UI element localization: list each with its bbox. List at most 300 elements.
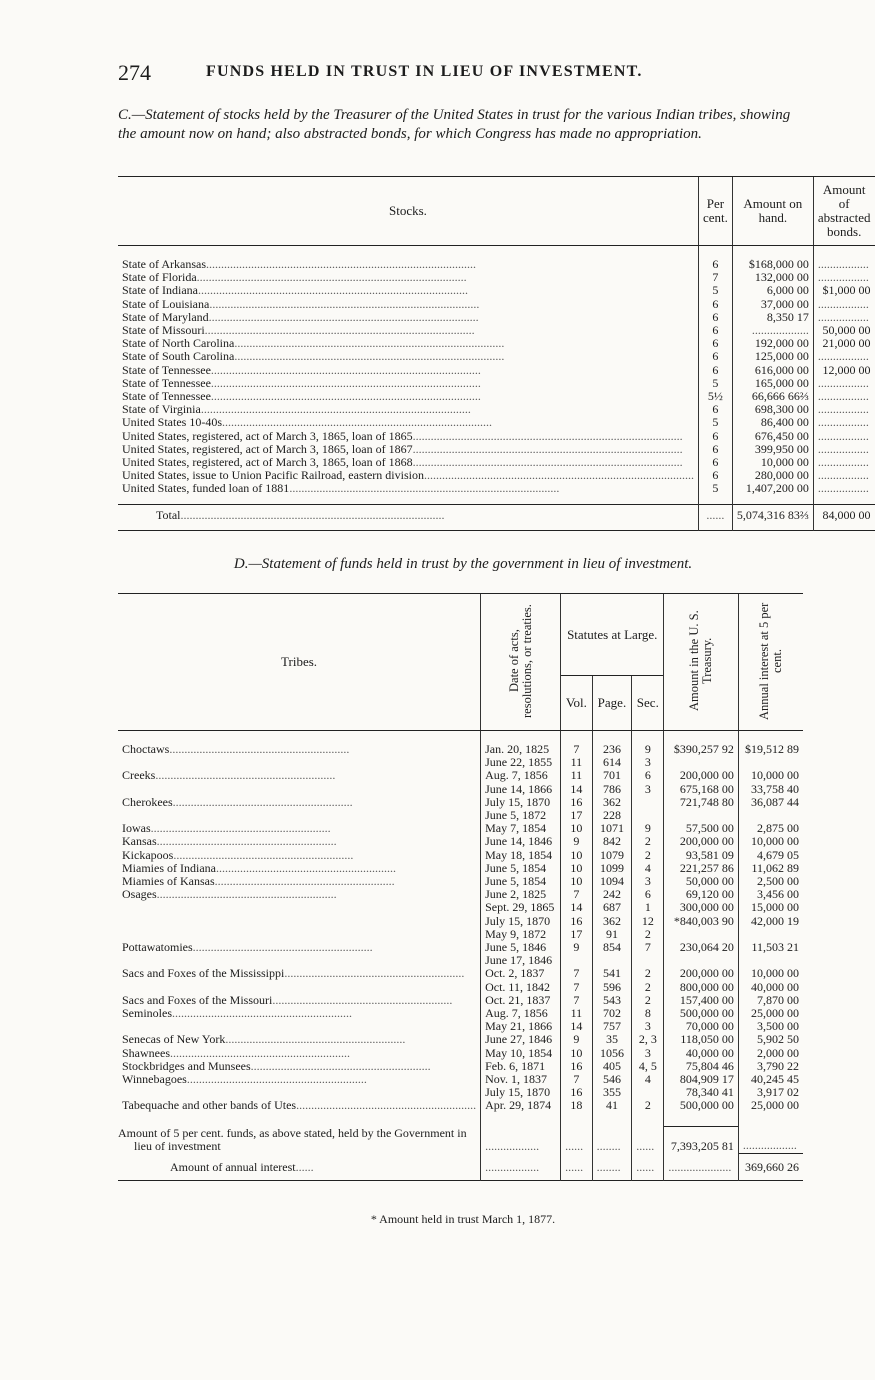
summary-amount: 7,393,205 81 (664, 1127, 738, 1153)
treaty-date: June 5, 1854 (481, 862, 561, 875)
treaty-date: June 5, 1872 (481, 809, 561, 822)
stock-abstracted: ................. (813, 390, 874, 403)
tribe-name: Choctaws (122, 742, 170, 756)
statute-vol: 7 (561, 1073, 593, 1086)
stock-name: State of Missouri (122, 323, 205, 338)
annual-interest: $19,512 89 (738, 743, 803, 756)
treasury-amount: 300,000 00 (664, 901, 738, 914)
stock-row: State of Maryland.......................................................................................... 6 8,350 17 ................. (118, 311, 875, 324)
annual-interest: 10,000 00 (738, 967, 803, 980)
statute-vol: 7 (561, 981, 593, 994)
stock-abstracted: ................. (813, 430, 874, 443)
tribe-name: Sacs and Foxes of the Mississippi (122, 966, 285, 981)
statute-page: 91 (592, 928, 632, 941)
statute-page: 701 (592, 769, 632, 782)
stock-rate: 6 (698, 443, 732, 456)
treasury-amount: 57,500 00 (664, 822, 738, 835)
statute-page: 236 (592, 743, 632, 756)
statute-sec: 3 (632, 875, 664, 888)
stock-abstracted: ................. (813, 271, 874, 284)
tribe-row: Seminoles............................................................ Aug. 7, 1856 11 702 8 500,000 00 25,000 00 (118, 1007, 803, 1020)
statute-page: 1071 (592, 822, 632, 835)
stock-abstracted: 21,000 00 (813, 337, 874, 350)
treaty-date: May 21, 1866 (481, 1020, 561, 1033)
tribe-row: Osages............................................................ June 2, 1825 7 242 6 69,120 00 3,456 00 (118, 888, 803, 901)
statute-page: 1099 (592, 862, 632, 875)
stock-name: State of Arkansas (122, 257, 206, 271)
stock-row: United States, funded loan of 1881.......................................................................................... 5 1,407,200 00 ................. (118, 482, 875, 495)
stock-rate: 5 (698, 377, 732, 390)
treasury-amount: 200,000 00 (664, 769, 738, 782)
tribe-name: Miamies of Indiana (122, 860, 216, 875)
statute-page: 543 (592, 994, 632, 1007)
treasury-amount: 93,581 09 (664, 849, 738, 862)
tribe-name: Iowas (122, 821, 151, 836)
treaty-date: June 2, 1825 (481, 888, 561, 901)
stock-abstracted: ................. (813, 469, 874, 482)
statute-vol: 10 (561, 875, 593, 888)
treasury-amount: 69,120 00 (664, 888, 738, 901)
annual-interest: 3,456 00 (738, 888, 803, 901)
stock-name: State of Maryland (122, 309, 209, 324)
annual-interest: 11,062 89 (738, 862, 803, 875)
stock-rate: 6 (698, 298, 732, 311)
stock-abstracted: ................. (813, 298, 874, 311)
treaty-date: May 9, 1872 (481, 928, 561, 941)
statute-page: 405 (592, 1060, 632, 1073)
stock-name: United States, registered, act of March 3, 1865, loan of 1868 (122, 455, 413, 470)
treaty-date: Jan. 20, 1825 (481, 743, 561, 756)
tribe-row: Iowas............................................................ May 7, 1854 10 1071 9 57,500 00 2,875 00 (118, 822, 803, 835)
annual-interest: 15,000 00 (738, 901, 803, 914)
statute-sec: 2 (632, 967, 664, 980)
statute-sec: 2 (632, 928, 664, 941)
tribe-row: Winnebagoes............................................................ Nov. 1, 1837 7 546 4 804,909 17 40,245 45 (118, 1073, 803, 1086)
treasury-amount: 675,168 00 (664, 783, 738, 796)
annual-interest: 40,245 45 (738, 1073, 803, 1086)
statute-page: 41 (592, 1099, 632, 1112)
annual-interest: 3,500 00 (738, 1020, 803, 1033)
total-amount: 5,074,316 83⅔ (732, 504, 813, 526)
statute-page: 541 (592, 967, 632, 980)
stock-amount: 192,000 00 (732, 337, 813, 350)
statute-page: 228 (592, 809, 632, 822)
stock-amount: 616,000 00 (732, 364, 813, 377)
statute-sec: 4 (632, 1073, 664, 1086)
tribe-name: Cherokees (122, 794, 173, 809)
statute-vol: 10 (561, 822, 593, 835)
stock-rate: 6 (698, 430, 732, 443)
statute-sec: 2 (632, 994, 664, 1007)
stock-name: State of Virginia (122, 402, 201, 417)
treaty-date: Apr. 29, 1874 (481, 1099, 561, 1112)
tribe-row: Cherokees............................................................ July 15, 1870 16 362 721,748 80 36,087 44 (118, 796, 803, 809)
stock-row: United States, registered, act of March 3, 1865, loan of 1865.......................................................................................... 6 676,450 00 ................. (118, 430, 875, 443)
statute-page: 854 (592, 941, 632, 954)
treaty-date: Sept. 29, 1865 (481, 901, 561, 914)
treaty-date: Nov. 1, 1837 (481, 1073, 561, 1086)
statute-vol: 17 (561, 809, 593, 822)
statute-sec (632, 796, 664, 809)
statute-vol: 9 (561, 941, 593, 954)
stock-abstracted: ................. (813, 443, 874, 456)
stock-amount: 132,000 00 (732, 271, 813, 284)
tribe-row: Creeks............................................................ Aug. 7, 1856 11 701 6 200,000 00 10,000 00 (118, 769, 803, 782)
statute-page: 546 (592, 1073, 632, 1086)
stock-abstracted: $1,000 00 (813, 284, 874, 297)
tribe-name: Seminoles (122, 1006, 172, 1021)
annual-interest: 10,000 00 (738, 835, 803, 848)
statute-sec: 3 (632, 783, 664, 796)
statute-page: 362 (592, 915, 632, 928)
statute-vol: 18 (561, 1099, 593, 1112)
annual-interest: 2,000 00 (738, 1047, 803, 1060)
tribe-name: Kickapoos (122, 847, 174, 862)
stock-rate: 6 (698, 364, 732, 377)
col-date: Date of acts, resolutions, or treaties. (506, 603, 534, 718)
statute-page: 355 (592, 1086, 632, 1099)
stock-row: State of Tennessee.......................................................................................... 5½ 66,666 66⅔ ................. (118, 390, 875, 403)
col-abstracted-bonds: Amount of abstracted bonds. (813, 177, 874, 246)
stock-row: United States, issue to Union Pacific Railroad, eastern division.......................................................................................... 6 280,000 00 ................. (118, 469, 875, 482)
statute-sec: 7 (632, 941, 664, 954)
total-abstracted: 84,000 00 (813, 504, 874, 526)
statute-page: 1094 (592, 875, 632, 888)
section-c-title: C.—Statement of stocks held by the Treasurer of the United States in trust for the various Indian tribes, showing the amount now on hand; also abstracted bonds, for which Congress has made no appropriation. (118, 107, 791, 142)
stock-name: State of South Carolina (122, 349, 235, 364)
stock-name: United States 10-40s (122, 415, 222, 430)
stock-row: United States 10-40s.......................................................................................... 5 86,400 00 ................. (118, 416, 875, 429)
tribe-row: Sacs and Foxes of the Mississippi............................................................ Oct. 2, 1837 7 541 2 200,000 00 10,000 00 (118, 967, 803, 980)
statute-page: 757 (592, 1020, 632, 1033)
stock-amount: 399,950 00 (732, 443, 813, 456)
statute-sec: 2 (632, 849, 664, 862)
stock-abstracted: 12,000 00 (813, 364, 874, 377)
stock-amount: 66,666 66⅔ (732, 390, 813, 403)
tribe-name: Osages (122, 887, 157, 902)
stock-row: State of Indiana.......................................................................................... 5 6,000 00 $1,000 00 (118, 284, 875, 297)
statute-sec: 3 (632, 1047, 664, 1060)
stock-row: State of Tennessee.......................................................................................... 5 165,000 00 ................. (118, 377, 875, 390)
statute-vol: 7 (561, 994, 593, 1007)
treaty-date: Oct. 21, 1837 (481, 994, 561, 1007)
annual-interest: 3,917 02 (738, 1086, 803, 1099)
statute-page: 596 (592, 981, 632, 994)
tribe-name: Senecas of New York (122, 1032, 226, 1047)
statute-sec: 2 (632, 1099, 664, 1112)
statute-sec: 4, 5 (632, 1060, 664, 1073)
statute-sec: 2 (632, 835, 664, 848)
treaty-date: Aug. 7, 1856 (481, 769, 561, 782)
treasury-amount: 118,050 00 (664, 1033, 738, 1046)
stock-row: State of Arkansas.......................................................................................... 6 $168,000 00 ................. (118, 258, 875, 271)
stock-name: State of Florida (122, 270, 197, 285)
tribe-row (118, 915, 803, 928)
stock-row: State of Virginia.......................................................................................... 6 698,300 00 ................. (118, 403, 875, 416)
stocks-table: Stocks. Per cent. Amount on hand. Amount of abstracted bonds. State of Arkansas.......................................................................................... 6 $168,000 00 ................. State of Florida.......................................................................................... 7 132,000 00 ................. State of Indiana.......................................................................................... 5 6,000 00 $1,000 00 State of Louisiana.......................................................................................... 6 37,000 00 ................. State of Maryland.......................................................................................... 6 8,350 17 ................. State of Missouri.......................................................................................... 6 ................... 50,000 00 State of North Carolina.......................................................................................... 6 192,000 00 21,000 00 State of South Carolina.......................................................................................... 6 125,000 00 ................. State of Tennessee.......................................................................................... 6 616,000 00 12,000 00 State of Tennessee.......................................................................................... 5 165,000 00 ................. State of Tennessee.......................................................................................... 5½ 66,666 66⅔ ................. State of Virginia.......................................................................................... 6 698,300 00 ................. United States 10-40s.......................................................................................... 5 86,400 00 ................. United States, registered, act of March 3, 1865, loan of 1865.......................................................................................... 6 676,450 00 ................. United States, registered, act of March 3, 1865, loan of 1867.......................................................................................... 6 399,950 00 ................. United States, registered, act of March 3, 1865, loan of 1868.......................................................................................... 6 10,000 00 ................. United States, issue to Union Pacific Railroad, eastern division.......................................................................................... 6 280,000 00 ................. United States, funded loan of 1881.......................................................................................... 5 1,407,200 00 ................. Total........................................................................................ ...... 5,074,316 83⅔ 84,000 00 (118, 176, 875, 531)
annual-interest: 7,870 00 (738, 994, 803, 1007)
statute-vol: 9 (561, 835, 593, 848)
stock-rate: 6 (698, 350, 732, 363)
tribe-name: Stockbridges and Munsees (122, 1058, 251, 1073)
interest-total: 369,660 26 (738, 1161, 803, 1174)
stock-row: State of Florida.......................................................................................... 7 132,000 00 ................. (118, 271, 875, 284)
statute-vol: 16 (561, 1060, 593, 1073)
tribe-row (118, 901, 803, 914)
tribe-row: Choctaws............................................................ Jan. 20, 1825 7 236 9 $390,257 92 $19,512 89 (118, 743, 803, 756)
treasury-amount: 200,000 00 (664, 967, 738, 980)
stock-rate: 7 (698, 271, 732, 284)
treaty-date: July 15, 1870 (481, 1086, 561, 1099)
tribe-row: Miamies of Indiana............................................................ June 5, 1854 10 1099 4 221,257 86 11,062 89 (118, 862, 803, 875)
stock-row: State of Tennessee.......................................................................................... 6 616,000 00 12,000 00 (118, 364, 875, 377)
stock-row: State of Missouri.......................................................................................... 6 ................... 50,000 00 (118, 324, 875, 337)
statute-vol: 10 (561, 862, 593, 875)
annual-interest: 25,000 00 (738, 1007, 803, 1020)
summary-label: Amount of 5 per cent. funds, as above stated, held by the Government in lieu of investment (118, 1125, 467, 1153)
stock-row: United States, registered, act of March 3, 1865, loan of 1868.......................................................................................... 6 10,000 00 ................. (118, 456, 875, 469)
stock-rate: 5 (698, 284, 732, 297)
tribe-name: Creeks (122, 768, 156, 783)
stock-row: United States, registered, act of March 3, 1865, loan of 1867.......................................................................................... 6 399,950 00 ................. (118, 443, 875, 456)
annual-interest: 25,000 00 (738, 1099, 803, 1112)
statute-vol: 7 (561, 888, 593, 901)
stock-amount: 698,300 00 (732, 403, 813, 416)
treaty-date: June 5, 1846 (481, 941, 561, 954)
stock-rate: 5 (698, 482, 732, 495)
statute-vol: 11 (561, 769, 593, 782)
stock-amount: 86,400 00 (732, 416, 813, 429)
treasury-amount: 800,000 00 (664, 981, 738, 994)
col-statutes: Statutes at Large. (561, 594, 664, 676)
stock-rate: 6 (698, 403, 732, 416)
treaty-date: June 14, 1846 (481, 835, 561, 848)
tribes-table-body (118, 731, 803, 1113)
col-vol: Vol. (561, 675, 593, 730)
treaty-date: June 14, 1866 (481, 783, 561, 796)
treasury-amount: 40,000 00 (664, 1047, 738, 1060)
stock-rate: 6 (698, 258, 732, 271)
statute-page: 362 (592, 796, 632, 809)
statute-page: 242 (592, 888, 632, 901)
statute-sec: 2, 3 (632, 1033, 664, 1046)
stock-name: State of Tennessee (122, 362, 211, 377)
statute-sec: 4 (632, 862, 664, 875)
tribe-name: Sacs and Foxes of the Missouri (122, 992, 273, 1007)
tribe-row: Senecas of New York............................................................ June 27, 1846 9 35 2, 3 118,050 00 5,902 50 (118, 1033, 803, 1046)
stock-name: United States, funded loan of 1881 (122, 481, 290, 496)
statute-page: 1079 (592, 849, 632, 862)
tribe-row: Stockbridges and Munsees............................................................ Feb. 6, 1871 16 405 4, 5 75,804 46 3,790 22 (118, 1060, 803, 1073)
col-stocks: Stocks. (118, 177, 698, 246)
stock-name: United States, issue to Union Pacific Railroad, eastern division (122, 468, 424, 483)
treaty-date: May 7, 1854 (481, 822, 561, 835)
statute-sec: 2 (632, 981, 664, 994)
statute-sec: 9 (632, 822, 664, 835)
statute-vol: 16 (561, 1086, 593, 1099)
stocks-table-body (118, 246, 875, 496)
statute-vol: 11 (561, 1007, 593, 1020)
stock-name: State of Indiana (122, 283, 198, 298)
statute-vol: 11 (561, 756, 593, 769)
stock-abstracted: ................. (813, 403, 874, 416)
treaty-date: June 17, 1846 (481, 954, 561, 967)
page-number: 274 (118, 60, 151, 85)
stock-rate: 6 (698, 469, 732, 482)
stock-rate: 5½ (698, 390, 732, 403)
stock-amount: 1,407,200 00 (732, 482, 813, 495)
treasury-amount: 500,000 00 (664, 1007, 738, 1020)
treasury-amount: 157,400 00 (664, 994, 738, 1007)
annual-interest: 11,503 21 (738, 941, 803, 954)
treasury-amount: 50,000 00 (664, 875, 738, 888)
tribe-row: Tabequache and other bands of Utes............................................................ Apr. 29, 1874 18 41 2 500,000 00 25,000 00 (118, 1099, 803, 1112)
statute-vol: 7 (561, 743, 593, 756)
col-amount-on-hand: Amount on hand. (732, 177, 813, 246)
tribe-row: Pottawatomies............................................................ June 5, 1846 9 854 7 230,064 20 11,503 21 (118, 941, 803, 954)
annual-interest: 10,000 00 (738, 769, 803, 782)
stock-name: United States, registered, act of March 3, 1865, loan of 1865 (122, 428, 413, 443)
stock-rate: 5 (698, 416, 732, 429)
col-sec: Sec. (632, 675, 664, 730)
stock-name: State of Tennessee (122, 389, 211, 404)
stock-abstracted: ................. (813, 377, 874, 390)
treasury-amount: 221,257 86 (664, 862, 738, 875)
stock-abstracted: ................. (813, 311, 874, 324)
tribe-row: Kickapoos............................................................ May 18, 1854 10 1079 2 93,581 09 4,679 05 (118, 849, 803, 862)
statute-vol: 16 (561, 796, 593, 809)
statute-page: 786 (592, 783, 632, 796)
tribe-row: Kansas............................................................ June 14, 1846 9 842 2 200,000 00 10,000 00 (118, 835, 803, 848)
stock-amount: 280,000 00 (732, 469, 813, 482)
stock-name: State of Louisiana (122, 296, 210, 311)
statute-vol: 10 (561, 849, 593, 862)
stock-abstracted: ................. (813, 482, 874, 495)
tribe-name: Miamies of Kansas (122, 874, 215, 889)
statute-page: 702 (592, 1007, 632, 1020)
statute-vol: 14 (561, 901, 593, 914)
stock-amount: 37,000 00 (732, 298, 813, 311)
running-title: FUNDS HELD IN TRUST IN LIEU OF INVESTMENT. (206, 63, 643, 80)
stock-abstracted: ................. (813, 258, 874, 271)
statute-sec: 3 (632, 756, 664, 769)
statute-sec: 6 (632, 888, 664, 901)
stock-rate: 6 (698, 311, 732, 324)
total-row: Total........................................................................................ (156, 507, 445, 522)
stock-amount: 8,350 17 (732, 311, 813, 324)
section-d-title: D.—Statement of funds held in trust by the government in lieu of investment. (233, 556, 693, 572)
statute-sec: 3 (632, 1020, 664, 1033)
statute-page: 687 (592, 901, 632, 914)
stock-rate: 6 (698, 456, 732, 469)
stock-amount: 165,000 00 (732, 377, 813, 390)
annual-interest: 42,000 19 (738, 915, 803, 928)
statute-sec: 8 (632, 1007, 664, 1020)
treaty-date: June 27, 1846 (481, 1033, 561, 1046)
col-annual-interest: Annual interest at 5 per cent. (756, 602, 784, 720)
footnote: * Amount held in trust March 1, 1877. (370, 1212, 556, 1226)
statute-page: 1056 (592, 1047, 632, 1060)
statute-vol: 7 (561, 967, 593, 980)
annual-interest: 40,000 00 (738, 981, 803, 994)
treaty-date: May 18, 1854 (481, 849, 561, 862)
annual-interest: 5,902 50 (738, 1033, 803, 1046)
tribe-name: Winnebagoes (122, 1072, 187, 1087)
stock-amount: 125,000 00 (732, 350, 813, 363)
stock-amount: 10,000 00 (732, 456, 813, 469)
statute-sec: 12 (632, 915, 664, 928)
treasury-amount: 804,909 17 (664, 1073, 738, 1086)
treasury-amount: 200,000 00 (664, 835, 738, 848)
col-tribes: Tribes. (118, 594, 481, 731)
statute-page: 842 (592, 835, 632, 848)
annual-interest: 33,758 40 (738, 783, 803, 796)
stock-row: State of Louisiana.......................................................................................... 6 37,000 00 ................. (118, 298, 875, 311)
tribe-row: Miamies of Kansas............................................................ June 5, 1854 10 1094 3 50,000 00 2,500 00 (118, 875, 803, 888)
treasury-amount: 230,064 20 (664, 941, 738, 954)
treasury-amount: *840,003 90 (664, 915, 738, 928)
statute-page: 614 (592, 756, 632, 769)
annual-interest: 3,790 22 (738, 1060, 803, 1073)
treasury-amount: $390,257 92 (664, 743, 738, 756)
tribe-row: Shawnees............................................................ May 10, 1854 10 1056 3 40,000 00 2,000 00 (118, 1047, 803, 1060)
statute-page: 35 (592, 1033, 632, 1046)
treaty-date: June 22, 1855 (481, 756, 561, 769)
stock-abstracted: ................. (813, 350, 874, 363)
tribes-funds-table: Tribes. Date of acts, resolutions, or treaties. Statutes at Large. Amount in the U. S. Treasury. Annual interest at 5 per cent. Vol. Page. Sec. Choctaws............................................................ Jan. 20, 1825 7 236 9 $390,257 92 $19,512 89 June 22, 1855 11 614 3 Creeks............................................................ Aug. 7, 1856 11 701 6 200,000 00 10,000 00 June 14, 1866 14 786 3 675,168 00 33,758 40 Cherokees............................................................ July 15, 1870 16 362 721,748 80 36,087 44 June 5, 1872 17 228 Iowas............................................................ May 7, 1854 10 1071 9 57,500 00 2,875 00 Kansas............................................................ June 14, 1846 9 842 2 200,000 00 10,000 00 Kickapoos............................................................ May 18, 1854 10 1079 2 93,581 09 4,679 05 Miamies of Indiana............................................................ June 5, 1854 10 1099 4 221,257 86 11,062 89 Miamies of Kansas............................................................ June 5, 1854 10 1094 3 50,000 00 2,500 00 Osages............................................................ June 2, 1825 7 242 6 69,120 00 3,456 00 Sept. 29, 1865 14 687 1 300,000 00 15,000 00 July 15, 1870 16 362 12 *840,003 90 42,000 19 May 9, 1872 17 91 2 Pottawatomies............................................................ June 5, 1846 9 854 7 230,064 20 11,503 21 June 17, 1846 Sacs and Foxes of the Mississippi............................................................ Oct. 2, 1837 7 541 2 200,000 00 10,000 00 Oct. 11, 1842 7 596 2 800,000 00 40,000 00 Sacs and Foxes of the Missouri............................................................ Oct. 21, 1837 7 543 2 157,400 00 7,870 00 Seminoles............................................................ Aug. 7, 1856 11 702 8 500,000 00 25,000 00 May 21, 1866 14 757 3 70,000 00 3,500 00 Senecas of New York............................................................ June 27, 1846 9 35 2, 3 118,050 00 5,902 50 Shawnees............................................................ May 10, 1854 10 1056 3 40,000 00 2,000 00 Stockbridges and Munsees............................................................ Feb. 6, 1871 16 405 4, 5 75,804 46 3,790 22 Winnebagoes............................................................ Nov. 1, 1837 7 546 4 804,909 17 40,245 45 July 15, 1870 16 355 78,340 41 3,917 02 Tabequache and other bands of Utes............................................................ Apr. 29, 1874 18 41 2 500,000 00 25,000 00 Amount of 5 per cent. funds, as above stated, held by the Government in lieu of investment .................. ...... ........ ...... 7,393,205 81 .................. Amount of annual interest...... .................. ...... ........ ...... ..................... 369,660 26 (118, 593, 803, 1181)
treaty-date: July 15, 1870 (481, 915, 561, 928)
stock-amount: 6,000 00 (732, 284, 813, 297)
stock-name: United States, registered, act of March 3, 1865, loan of 1867 (122, 441, 413, 456)
col-page: Page. (592, 675, 632, 730)
treaty-date: Oct. 11, 1842 (481, 981, 561, 994)
stock-row: State of South Carolina.......................................................................................... 6 125,000 00 ................. (118, 350, 875, 363)
col-percent: Per cent. (698, 177, 732, 246)
stock-abstracted: 50,000 00 (813, 324, 874, 337)
stock-amount: $168,000 00 (732, 258, 813, 271)
treaty-date: Feb. 6, 1871 (481, 1060, 561, 1073)
stock-amount: ................... (732, 324, 813, 337)
statute-sec: 6 (632, 769, 664, 782)
statute-sec: 1 (632, 901, 664, 914)
annual-interest: 36,087 44 (738, 796, 803, 809)
treasury-amount: 500,000 00 (664, 1099, 738, 1112)
tribe-name: Pottawatomies (122, 940, 193, 955)
tribe-name: Shawnees (122, 1045, 170, 1060)
tribe-row: Sacs and Foxes of the Missouri............................................................ Oct. 21, 1837 7 543 2 157,400 00 7,870 00 (118, 994, 803, 1007)
stock-rate: 6 (698, 324, 732, 337)
statute-vol: 14 (561, 783, 593, 796)
tribe-name: Kansas (122, 834, 157, 849)
treasury-amount: 78,340 41 (664, 1086, 738, 1099)
tribe-name: Tabequache and other bands of Utes (122, 1098, 297, 1113)
stock-row: State of North Carolina.......................................................................................... 6 192,000 00 21,000 00 (118, 337, 875, 350)
treaty-date: July 15, 1870 (481, 796, 561, 809)
treasury-amount: 75,804 46 (664, 1060, 738, 1073)
col-amount-treasury: Amount in the U. S. Treasury. (687, 610, 715, 712)
stock-amount: 676,450 00 (732, 430, 813, 443)
statute-sec: 9 (632, 743, 664, 756)
treasury-amount: 721,748 80 (664, 796, 738, 809)
treasury-amount: 70,000 00 (664, 1020, 738, 1033)
statute-vol: 10 (561, 1047, 593, 1060)
treaty-date: May 10, 1854 (481, 1047, 561, 1060)
total-label: Total (156, 507, 181, 522)
stock-abstracted: ................. (813, 416, 874, 429)
stock-rate: 6 (698, 337, 732, 350)
statute-vol: 9 (561, 1033, 593, 1046)
treaty-date: Aug. 7, 1856 (481, 1007, 561, 1020)
